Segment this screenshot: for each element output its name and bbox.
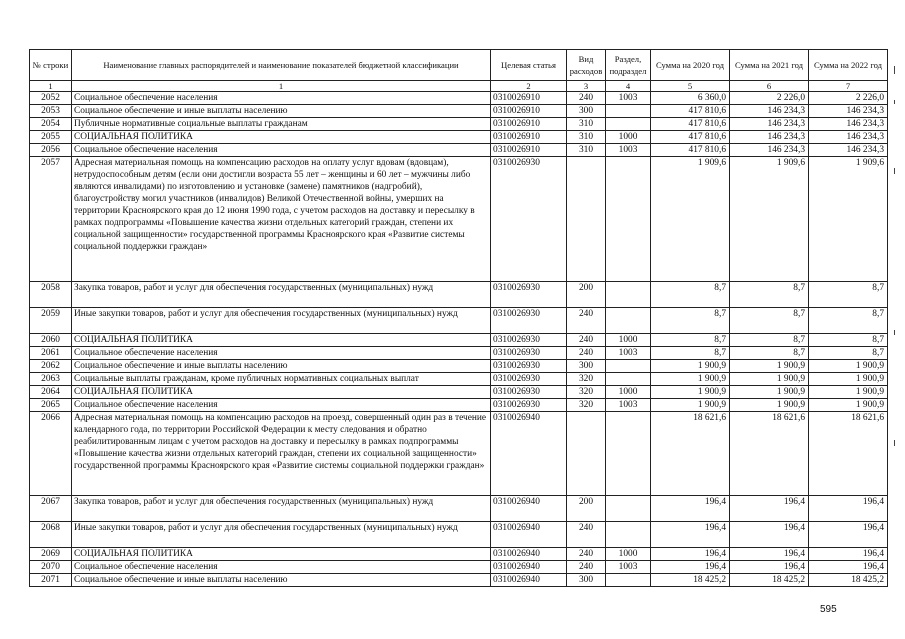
row-sum-2022: 196,4 bbox=[809, 522, 888, 548]
row-name: Адресная материальная помощь на компенсацию расходов на проезд, совершенный один раз в течение календарного года, по территории Российской Федерации к месту следования и обратно реабилитированным лицам с учетом расходов на доставку и пересылку в рамках подпрограммы «Повышение качества жизни отдельных категорий граждан, степени их социальной защищенности» государственной программы Красноярского края «Развитие системы социальной поддержки граждан» bbox=[72, 412, 491, 496]
row-section: 1000 bbox=[606, 131, 651, 144]
row-number: 2054 bbox=[30, 118, 72, 131]
row-sum-2022: 8,7 bbox=[809, 347, 888, 360]
row-target: 0310026940 bbox=[491, 412, 567, 496]
row-sum-2021: 8,7 bbox=[730, 282, 809, 308]
table-row bbox=[30, 373, 888, 386]
table-row bbox=[30, 574, 888, 587]
row-number: 2069 bbox=[30, 548, 72, 561]
scan-edge-mark bbox=[894, 168, 895, 174]
row-sum-2020: 8,7 bbox=[651, 282, 730, 308]
row-sum-2020: 8,7 bbox=[651, 347, 730, 360]
scan-edge-mark bbox=[894, 330, 895, 335]
row-target: 0310026940 bbox=[491, 496, 567, 522]
row-section bbox=[606, 308, 651, 334]
row-target: 0310026930 bbox=[491, 399, 567, 412]
row-sum-2020: 417 810,6 bbox=[651, 105, 730, 118]
row-section: 1000 bbox=[606, 334, 651, 347]
column-number: 5 bbox=[651, 81, 730, 92]
table-header-row bbox=[30, 50, 888, 81]
row-name: Социальное обеспечение и иные выплаты населению bbox=[72, 574, 491, 587]
row-sum-2020: 1 900,9 bbox=[651, 399, 730, 412]
row-name: Социальное обеспечение населения bbox=[72, 144, 491, 157]
row-section bbox=[606, 412, 651, 496]
row-sum-2021: 196,4 bbox=[730, 496, 809, 522]
row-kind: 240 bbox=[567, 548, 606, 561]
row-target: 0310026930 bbox=[491, 157, 567, 282]
row-name: Иные закупки товаров, работ и услуг для обеспечения государственных (муниципальных) нужд bbox=[72, 522, 491, 548]
row-sum-2020: 417 810,6 bbox=[651, 144, 730, 157]
row-section: 1003 bbox=[606, 144, 651, 157]
row-number: 2058 bbox=[30, 282, 72, 308]
column-number: 1 bbox=[72, 81, 491, 92]
row-name: СОЦИАЛЬНАЯ ПОЛИТИКА bbox=[72, 131, 491, 144]
row-sum-2022: 8,7 bbox=[809, 334, 888, 347]
row-sum-2020: 417 810,6 bbox=[651, 118, 730, 131]
row-target: 0310026940 bbox=[491, 522, 567, 548]
row-section bbox=[606, 282, 651, 308]
row-kind bbox=[567, 157, 606, 282]
row-sum-2020: 1 900,9 bbox=[651, 373, 730, 386]
row-target: 0310026910 bbox=[491, 118, 567, 131]
table-row bbox=[30, 386, 888, 399]
row-number: 2062 bbox=[30, 360, 72, 373]
row-kind: 310 bbox=[567, 118, 606, 131]
row-kind: 300 bbox=[567, 574, 606, 587]
row-sum-2020: 417 810,6 bbox=[651, 131, 730, 144]
scan-edge-mark bbox=[894, 66, 895, 74]
column-number: 7 bbox=[809, 81, 888, 92]
row-name: Социальное обеспечение населения bbox=[72, 92, 491, 105]
table-row bbox=[30, 347, 888, 360]
row-sum-2021: 8,7 bbox=[730, 308, 809, 334]
row-target: 0310026930 bbox=[491, 308, 567, 334]
row-section: 1003 bbox=[606, 92, 651, 105]
row-kind: 200 bbox=[567, 496, 606, 522]
row-sum-2021: 146 234,3 bbox=[730, 118, 809, 131]
row-section bbox=[606, 522, 651, 548]
row-kind: 240 bbox=[567, 308, 606, 334]
table-row bbox=[30, 131, 888, 144]
row-kind: 300 bbox=[567, 105, 606, 118]
row-number: 2052 bbox=[30, 92, 72, 105]
row-section bbox=[606, 496, 651, 522]
row-name: Иные закупки товаров, работ и услуг для обеспечения государственных (муниципальных) нужд bbox=[72, 308, 491, 334]
row-sum-2021: 18 425,2 bbox=[730, 574, 809, 587]
row-sum-2021: 1 900,9 bbox=[730, 373, 809, 386]
row-number: 2066 bbox=[30, 412, 72, 496]
row-target: 0310026940 bbox=[491, 561, 567, 574]
row-number: 2071 bbox=[30, 574, 72, 587]
row-section bbox=[606, 360, 651, 373]
row-number: 2061 bbox=[30, 347, 72, 360]
row-name: Социальное обеспечение населения bbox=[72, 399, 491, 412]
row-kind: 310 bbox=[567, 144, 606, 157]
row-sum-2021: 146 234,3 bbox=[730, 144, 809, 157]
row-sum-2022: 1 909,6 bbox=[809, 157, 888, 282]
row-target: 0310026930 bbox=[491, 386, 567, 399]
header-target: Целевая статья bbox=[491, 50, 567, 81]
row-number: 2060 bbox=[30, 334, 72, 347]
row-number: 2067 bbox=[30, 496, 72, 522]
row-sum-2022: 196,4 bbox=[809, 496, 888, 522]
row-number: 2063 bbox=[30, 373, 72, 386]
row-sum-2022: 8,7 bbox=[809, 282, 888, 308]
table-row bbox=[30, 308, 888, 334]
row-name: Социальное обеспечение и иные выплаты населению bbox=[72, 105, 491, 118]
row-name: Закупка товаров, работ и услуг для обеспечения государственных (муниципальных) нужд bbox=[72, 496, 491, 522]
row-sum-2022: 1 900,9 bbox=[809, 399, 888, 412]
row-target: 0310026930 bbox=[491, 373, 567, 386]
row-sum-2021: 1 900,9 bbox=[730, 399, 809, 412]
row-sum-2021: 146 234,3 bbox=[730, 131, 809, 144]
row-sum-2022: 8,7 bbox=[809, 308, 888, 334]
header-section: Раздел, подраздел bbox=[606, 50, 651, 81]
row-sum-2022: 146 234,3 bbox=[809, 105, 888, 118]
row-section bbox=[606, 105, 651, 118]
table-row bbox=[30, 334, 888, 347]
row-target: 0310026940 bbox=[491, 574, 567, 587]
row-number: 2059 bbox=[30, 308, 72, 334]
column-number: 3 bbox=[567, 81, 606, 92]
row-number: 2070 bbox=[30, 561, 72, 574]
row-sum-2021: 8,7 bbox=[730, 334, 809, 347]
row-name: СОЦИАЛЬНАЯ ПОЛИТИКА bbox=[72, 386, 491, 399]
table-row bbox=[30, 522, 888, 548]
row-target: 0310026930 bbox=[491, 360, 567, 373]
row-sum-2021: 146 234,3 bbox=[730, 105, 809, 118]
row-name: Социальное обеспечение населения bbox=[72, 561, 491, 574]
row-section bbox=[606, 157, 651, 282]
column-number: 1 bbox=[30, 81, 72, 92]
page-number: 595 bbox=[820, 604, 837, 615]
row-number: 2064 bbox=[30, 386, 72, 399]
header-sum-2022: Сумма на 2022 год bbox=[809, 50, 888, 81]
row-sum-2020: 196,4 bbox=[651, 496, 730, 522]
row-sum-2021: 2 226,0 bbox=[730, 92, 809, 105]
header-sum-2020: Сумма на 2020 год bbox=[651, 50, 730, 81]
table-row bbox=[30, 412, 888, 496]
row-sum-2021: 1 900,9 bbox=[730, 360, 809, 373]
row-sum-2022: 18 621,6 bbox=[809, 412, 888, 496]
row-sum-2022: 146 234,3 bbox=[809, 144, 888, 157]
row-target: 0310026940 bbox=[491, 548, 567, 561]
column-number: 4 bbox=[606, 81, 651, 92]
row-section bbox=[606, 373, 651, 386]
row-sum-2022: 18 425,2 bbox=[809, 574, 888, 587]
row-sum-2022: 196,4 bbox=[809, 548, 888, 561]
row-sum-2022: 2 226,0 bbox=[809, 92, 888, 105]
table-row bbox=[30, 548, 888, 561]
row-target: 0310026930 bbox=[491, 282, 567, 308]
table-row bbox=[30, 282, 888, 308]
row-name: Закупка товаров, работ и услуг для обеспечения государственных (муниципальных) нужд bbox=[72, 282, 491, 308]
row-number: 2053 bbox=[30, 105, 72, 118]
row-sum-2022: 196,4 bbox=[809, 561, 888, 574]
column-number-row bbox=[30, 81, 888, 92]
row-number: 2057 bbox=[30, 157, 72, 282]
header-name: Наименование главных распорядителей и наименование показателей бюджетной классификации bbox=[72, 50, 491, 81]
row-section: 1003 bbox=[606, 561, 651, 574]
row-sum-2020: 196,4 bbox=[651, 548, 730, 561]
row-name: Адресная материальная помощь на компенсацию расходов на оплату услуг вдовам (вдовцам), нетрудоспособным детям (если они достигли возраста 55 лет – женщины и 60 лет – мужчины либо являются инвалидами) по изготовлению и установке (замене) памятников (надгробий), благоустройству могил участников (инвалидов) Великой Отечественной войны, умерших на территории Красноярского края до 12 июня 1990 года, с учетом расходов на доставку и пересылку в рамках подпрограммы «Повышение качества жизни отдельных категорий граждан, степени их социальной защищенности» государственной программы Красноярского края «Развитие системы социальной поддержки граждан» bbox=[72, 157, 491, 282]
row-kind: 320 bbox=[567, 399, 606, 412]
row-sum-2020: 196,4 bbox=[651, 522, 730, 548]
row-sum-2020: 6 360,0 bbox=[651, 92, 730, 105]
row-sum-2021: 196,4 bbox=[730, 548, 809, 561]
column-number: 2 bbox=[491, 81, 567, 92]
row-name: Социальные выплаты гражданам, кроме публичных нормативных социальных выплат bbox=[72, 373, 491, 386]
row-sum-2022: 146 234,3 bbox=[809, 118, 888, 131]
row-sum-2020: 196,4 bbox=[651, 561, 730, 574]
row-kind: 240 bbox=[567, 347, 606, 360]
table-row bbox=[30, 561, 888, 574]
row-target: 0310026930 bbox=[491, 347, 567, 360]
row-sum-2021: 196,4 bbox=[730, 561, 809, 574]
header-sum-2021: Сумма на 2021 год bbox=[730, 50, 809, 81]
row-kind: 240 bbox=[567, 522, 606, 548]
row-target: 0310026910 bbox=[491, 144, 567, 157]
row-section bbox=[606, 118, 651, 131]
row-sum-2020: 1 909,6 bbox=[651, 157, 730, 282]
row-sum-2020: 1 900,9 bbox=[651, 360, 730, 373]
row-sum-2020: 8,7 bbox=[651, 334, 730, 347]
row-sum-2021: 8,7 bbox=[730, 347, 809, 360]
row-sum-2021: 1 909,6 bbox=[730, 157, 809, 282]
row-name: Социальное обеспечение и иные выплаты населению bbox=[72, 360, 491, 373]
table-row bbox=[30, 144, 888, 157]
row-name: Публичные нормативные социальные выплаты гражданам bbox=[72, 118, 491, 131]
budget-table-sheet bbox=[29, 49, 888, 587]
row-sum-2020: 18 425,2 bbox=[651, 574, 730, 587]
table-row bbox=[30, 105, 888, 118]
row-sum-2020: 1 900,9 bbox=[651, 386, 730, 399]
table-row bbox=[30, 118, 888, 131]
row-sum-2022: 146 234,3 bbox=[809, 131, 888, 144]
row-kind: 200 bbox=[567, 282, 606, 308]
row-sum-2020: 18 621,6 bbox=[651, 412, 730, 496]
row-sum-2020: 8,7 bbox=[651, 308, 730, 334]
row-kind: 240 bbox=[567, 561, 606, 574]
row-name: СОЦИАЛЬНАЯ ПОЛИТИКА bbox=[72, 548, 491, 561]
row-sum-2022: 1 900,9 bbox=[809, 360, 888, 373]
table-row bbox=[30, 92, 888, 105]
header-kind: Вид расходов bbox=[567, 50, 606, 81]
row-target: 0310026910 bbox=[491, 105, 567, 118]
column-number: 6 bbox=[730, 81, 809, 92]
row-section: 1000 bbox=[606, 548, 651, 561]
row-number: 2065 bbox=[30, 399, 72, 412]
row-target: 0310026910 bbox=[491, 131, 567, 144]
row-kind: 240 bbox=[567, 92, 606, 105]
row-sum-2021: 196,4 bbox=[730, 522, 809, 548]
budget-table bbox=[29, 49, 888, 587]
row-number: 2056 bbox=[30, 144, 72, 157]
row-name: Социальное обеспечение населения bbox=[72, 347, 491, 360]
row-target: 0310026930 bbox=[491, 334, 567, 347]
row-target: 0310026910 bbox=[491, 92, 567, 105]
row-sum-2022: 1 900,9 bbox=[809, 373, 888, 386]
row-kind: 320 bbox=[567, 373, 606, 386]
row-section: 1003 bbox=[606, 347, 651, 360]
row-sum-2021: 18 621,6 bbox=[730, 412, 809, 496]
row-kind: 310 bbox=[567, 131, 606, 144]
table-row bbox=[30, 360, 888, 373]
row-kind: 320 bbox=[567, 386, 606, 399]
row-name: СОЦИАЛЬНАЯ ПОЛИТИКА bbox=[72, 334, 491, 347]
table-row bbox=[30, 496, 888, 522]
scan-edge-mark bbox=[894, 100, 895, 104]
row-kind: 300 bbox=[567, 360, 606, 373]
row-section bbox=[606, 574, 651, 587]
row-kind bbox=[567, 412, 606, 496]
row-section: 1003 bbox=[606, 399, 651, 412]
table-row bbox=[30, 399, 888, 412]
row-sum-2022: 1 900,9 bbox=[809, 386, 888, 399]
row-kind: 240 bbox=[567, 334, 606, 347]
row-section: 1000 bbox=[606, 386, 651, 399]
row-sum-2021: 1 900,9 bbox=[730, 386, 809, 399]
header-row-number: № строки bbox=[30, 50, 72, 81]
row-number: 2055 bbox=[30, 131, 72, 144]
scan-edge-mark bbox=[894, 440, 895, 446]
row-number: 2068 bbox=[30, 522, 72, 548]
table-row bbox=[30, 157, 888, 282]
